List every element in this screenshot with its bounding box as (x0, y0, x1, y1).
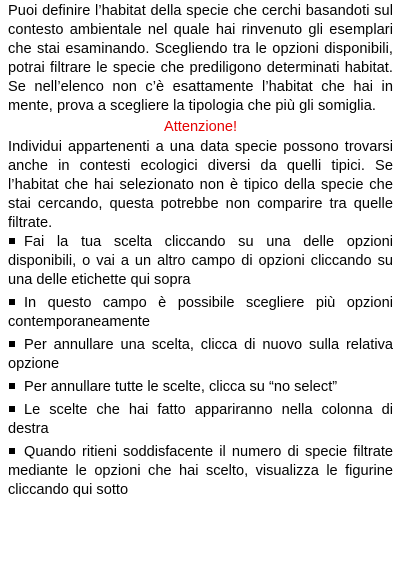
bullet-icon (9, 448, 15, 454)
intro-paragraph: Puoi definire l’habitat della specie che cerchi basandoti sul contesto ambientale nel quale hai rinvenuto gli esemplari che stai esaminando. Scegliendo tra le opzioni disponibili, potrai filtrare le specie che prediligono determinati habitat. Se nell’elenco non c’è esattamente l’habitat che hai in mente, prova a scegliere la tipologia che più gli somiglia. (8, 3, 393, 114)
bullet-icon (9, 406, 15, 412)
warning-title: Attenzione! (163, 119, 238, 135)
tip-text: Per annullare tutte le scelte, clicca su “no select” (24, 379, 338, 395)
tip-text: Per annullare una scelta, clicca di nuovo sulla relativa opzione (8, 337, 393, 372)
tip-item (8, 336, 393, 374)
tip-item (8, 294, 393, 332)
tip-text: Le scelte che hai fatto appariranno nella colonna di destra (8, 402, 393, 437)
tip-item (8, 401, 393, 439)
bullet-icon (9, 341, 15, 347)
bullet-icon (9, 238, 15, 244)
bullet-icon (9, 383, 15, 389)
bullet-icon (9, 299, 15, 305)
tip-item (8, 443, 393, 500)
tips-list (8, 233, 393, 500)
warning-paragraph: Individui appartenenti a una data specie possono trovarsi anche in contesti ecologici diversi da quelli tipici. Se l’habitat che hai selezionato non è tipico della specie che stai cercando, questa potrebbe non comparire tra quelle filtrate. (8, 139, 393, 231)
tip-item (8, 233, 393, 290)
tip-text: Fai la tua scelta cliccando su una delle opzioni disponibili, o vai a un altro campo di opzioni cliccando su una delle etichette qui sopra (8, 234, 393, 288)
tip-item (8, 378, 393, 397)
tip-text: Quando ritieni soddisfacente il numero di specie filtrate mediante le opzioni che hai scelto, visualizza le figurine cliccando qui sotto (8, 444, 393, 498)
tip-text: In questo campo è possibile scegliere più opzioni contemporaneamente (8, 295, 393, 330)
